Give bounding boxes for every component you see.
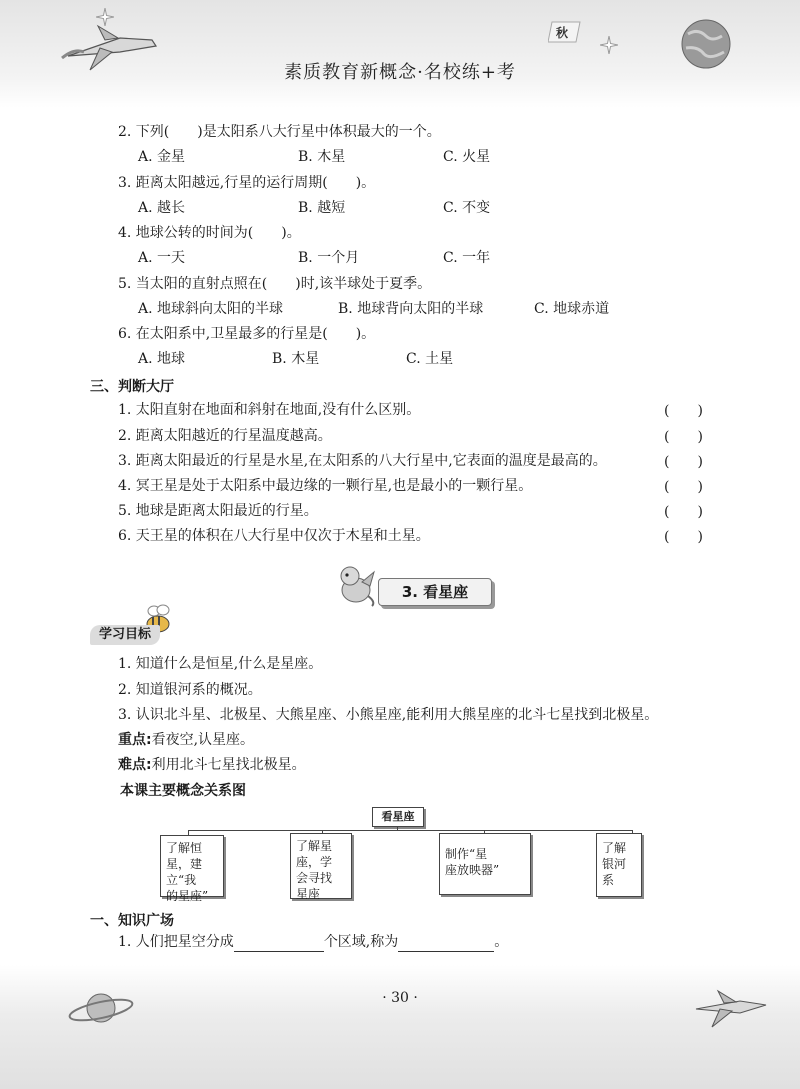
question-6: 6. 在太阳系中,卫星最多的行星是( )。: [118, 326, 376, 342]
difficulty-point: [118, 755, 306, 775]
concept-map-root: 看星座: [372, 807, 424, 827]
answer-paren[interactable]: ( ): [664, 454, 703, 470]
option: C. 不变: [443, 200, 491, 216]
key-point-text: 看夜空,认星座。: [151, 732, 255, 748]
concept-node-3: [439, 833, 531, 895]
goal-item: 2. 知道银河系的概况。: [118, 682, 262, 698]
header-title: 素质教育新概念·名校练+考: [284, 62, 516, 83]
judge-item: 4. 冥王星是处于太阳系中最边缘的一颗行星,也是最小的一颗行星。: [118, 478, 533, 494]
judge-item: 3. 距离太阳最近的行星是水星,在太阳系的八大行星中,它表面的温度是最高的。: [118, 453, 607, 469]
star-icon: [96, 8, 114, 26]
fill-text: 1. 人们把星空分成: [118, 934, 234, 950]
footer-band: [0, 965, 800, 1089]
option: C. 地球赤道: [534, 301, 610, 317]
concept-node-line: 的星座”: [166, 889, 209, 903]
question-3: 3. 距离太阳越远,行星的运行周期( )。: [118, 175, 376, 191]
concept-node-1: [160, 835, 224, 903]
option: C. 土星: [406, 351, 454, 367]
option: B. 木星: [298, 149, 346, 165]
concept-node-line: 星座: [296, 887, 321, 901]
concept-node-line: 座，学: [296, 855, 333, 869]
concept-node-line: 银河: [602, 857, 627, 871]
answer-paren[interactable]: ( ): [664, 504, 703, 520]
judge-item: 5. 地球是距离太阳最近的行星。: [118, 503, 318, 519]
dragon-mascot-icon: [330, 562, 380, 608]
concept-node-line: 了解星: [296, 839, 333, 853]
answer-paren[interactable]: ( ): [664, 403, 703, 419]
option: B. 越短: [298, 200, 346, 216]
answer-paren[interactable]: ( ): [664, 479, 703, 495]
concept-node-line: 星，建: [166, 857, 203, 871]
key-point: [118, 730, 254, 750]
fill-question-1: [118, 932, 508, 952]
section-title-judge: 三、判断大厅: [90, 379, 174, 395]
option: A. 金星: [138, 149, 186, 165]
question-4: 4. 地球公转的时间为( )。: [118, 225, 301, 241]
concept-node-line: 座放映器”: [445, 863, 500, 877]
option: A. 越长: [138, 200, 186, 216]
page-number: · 30 ·: [382, 990, 418, 1006]
fill-text: 。: [494, 934, 509, 950]
option: C. 一年: [443, 250, 491, 266]
option: B. 一个月: [298, 250, 360, 266]
season-label: 秋: [556, 26, 569, 40]
concept-node-line: 系: [602, 873, 615, 887]
lesson-title: 3. 看星座: [378, 578, 492, 606]
concept-node-line: 了解: [602, 841, 627, 855]
concept-node-line: 了解恒: [166, 841, 203, 855]
answer-blank[interactable]: [398, 935, 494, 952]
option: B. 地球背向太阳的半球: [338, 301, 484, 317]
star-icon: [600, 36, 618, 54]
learning-goals-badge: 学习目标: [90, 625, 160, 645]
answer-blank[interactable]: [234, 935, 324, 952]
goal-item: 3. 认识北斗星、北极星、大熊星座、小熊星座,能利用大熊星座的北斗七星找到北极星。: [118, 707, 659, 723]
section-title-knowledge: 一、知识广场: [90, 913, 174, 929]
question-2: 2. 下列( )是太阳系八大行星中体积最大的一个。: [118, 124, 441, 140]
answer-paren[interactable]: ( ): [664, 529, 703, 545]
header-band: [0, 0, 800, 108]
key-point-label: 重点:: [118, 732, 152, 748]
concept-node-line: 立“我: [166, 873, 197, 887]
judge-item: 1. 太阳直射在地面和斜射在地面,没有什么区别。: [118, 402, 421, 418]
judge-item: 6. 天王星的体积在八大行星中仅次于木星和土星。: [118, 528, 430, 544]
option: A. 一天: [138, 250, 186, 266]
judge-item: 2. 距离太阳越近的行星温度越高。: [118, 428, 332, 444]
concept-node-2: [290, 833, 352, 899]
difficulty-text: 利用北斗七星找北极星。: [151, 757, 306, 773]
difficulty-label: 难点:: [118, 757, 152, 773]
option: A. 地球斜向太阳的半球: [138, 301, 284, 317]
option: C. 火星: [443, 149, 491, 165]
fill-text: 个区域,称为: [323, 934, 399, 950]
concept-node-line: 会寻找: [296, 871, 333, 885]
concept-node-line: 制作“星: [445, 847, 488, 861]
concept-node-4: [596, 833, 642, 897]
option: B. 木星: [272, 351, 320, 367]
option: A. 地球: [138, 351, 186, 367]
answer-paren[interactable]: ( ): [664, 429, 703, 445]
concept-map-title: 本课主要概念关系图: [120, 783, 246, 799]
connector-line: [188, 830, 632, 831]
question-5: 5. 当太阳的直射点照在( )时,该半球处于夏季。: [118, 276, 432, 292]
goal-item: 1. 知道什么是恒星,什么是星座。: [118, 656, 323, 672]
